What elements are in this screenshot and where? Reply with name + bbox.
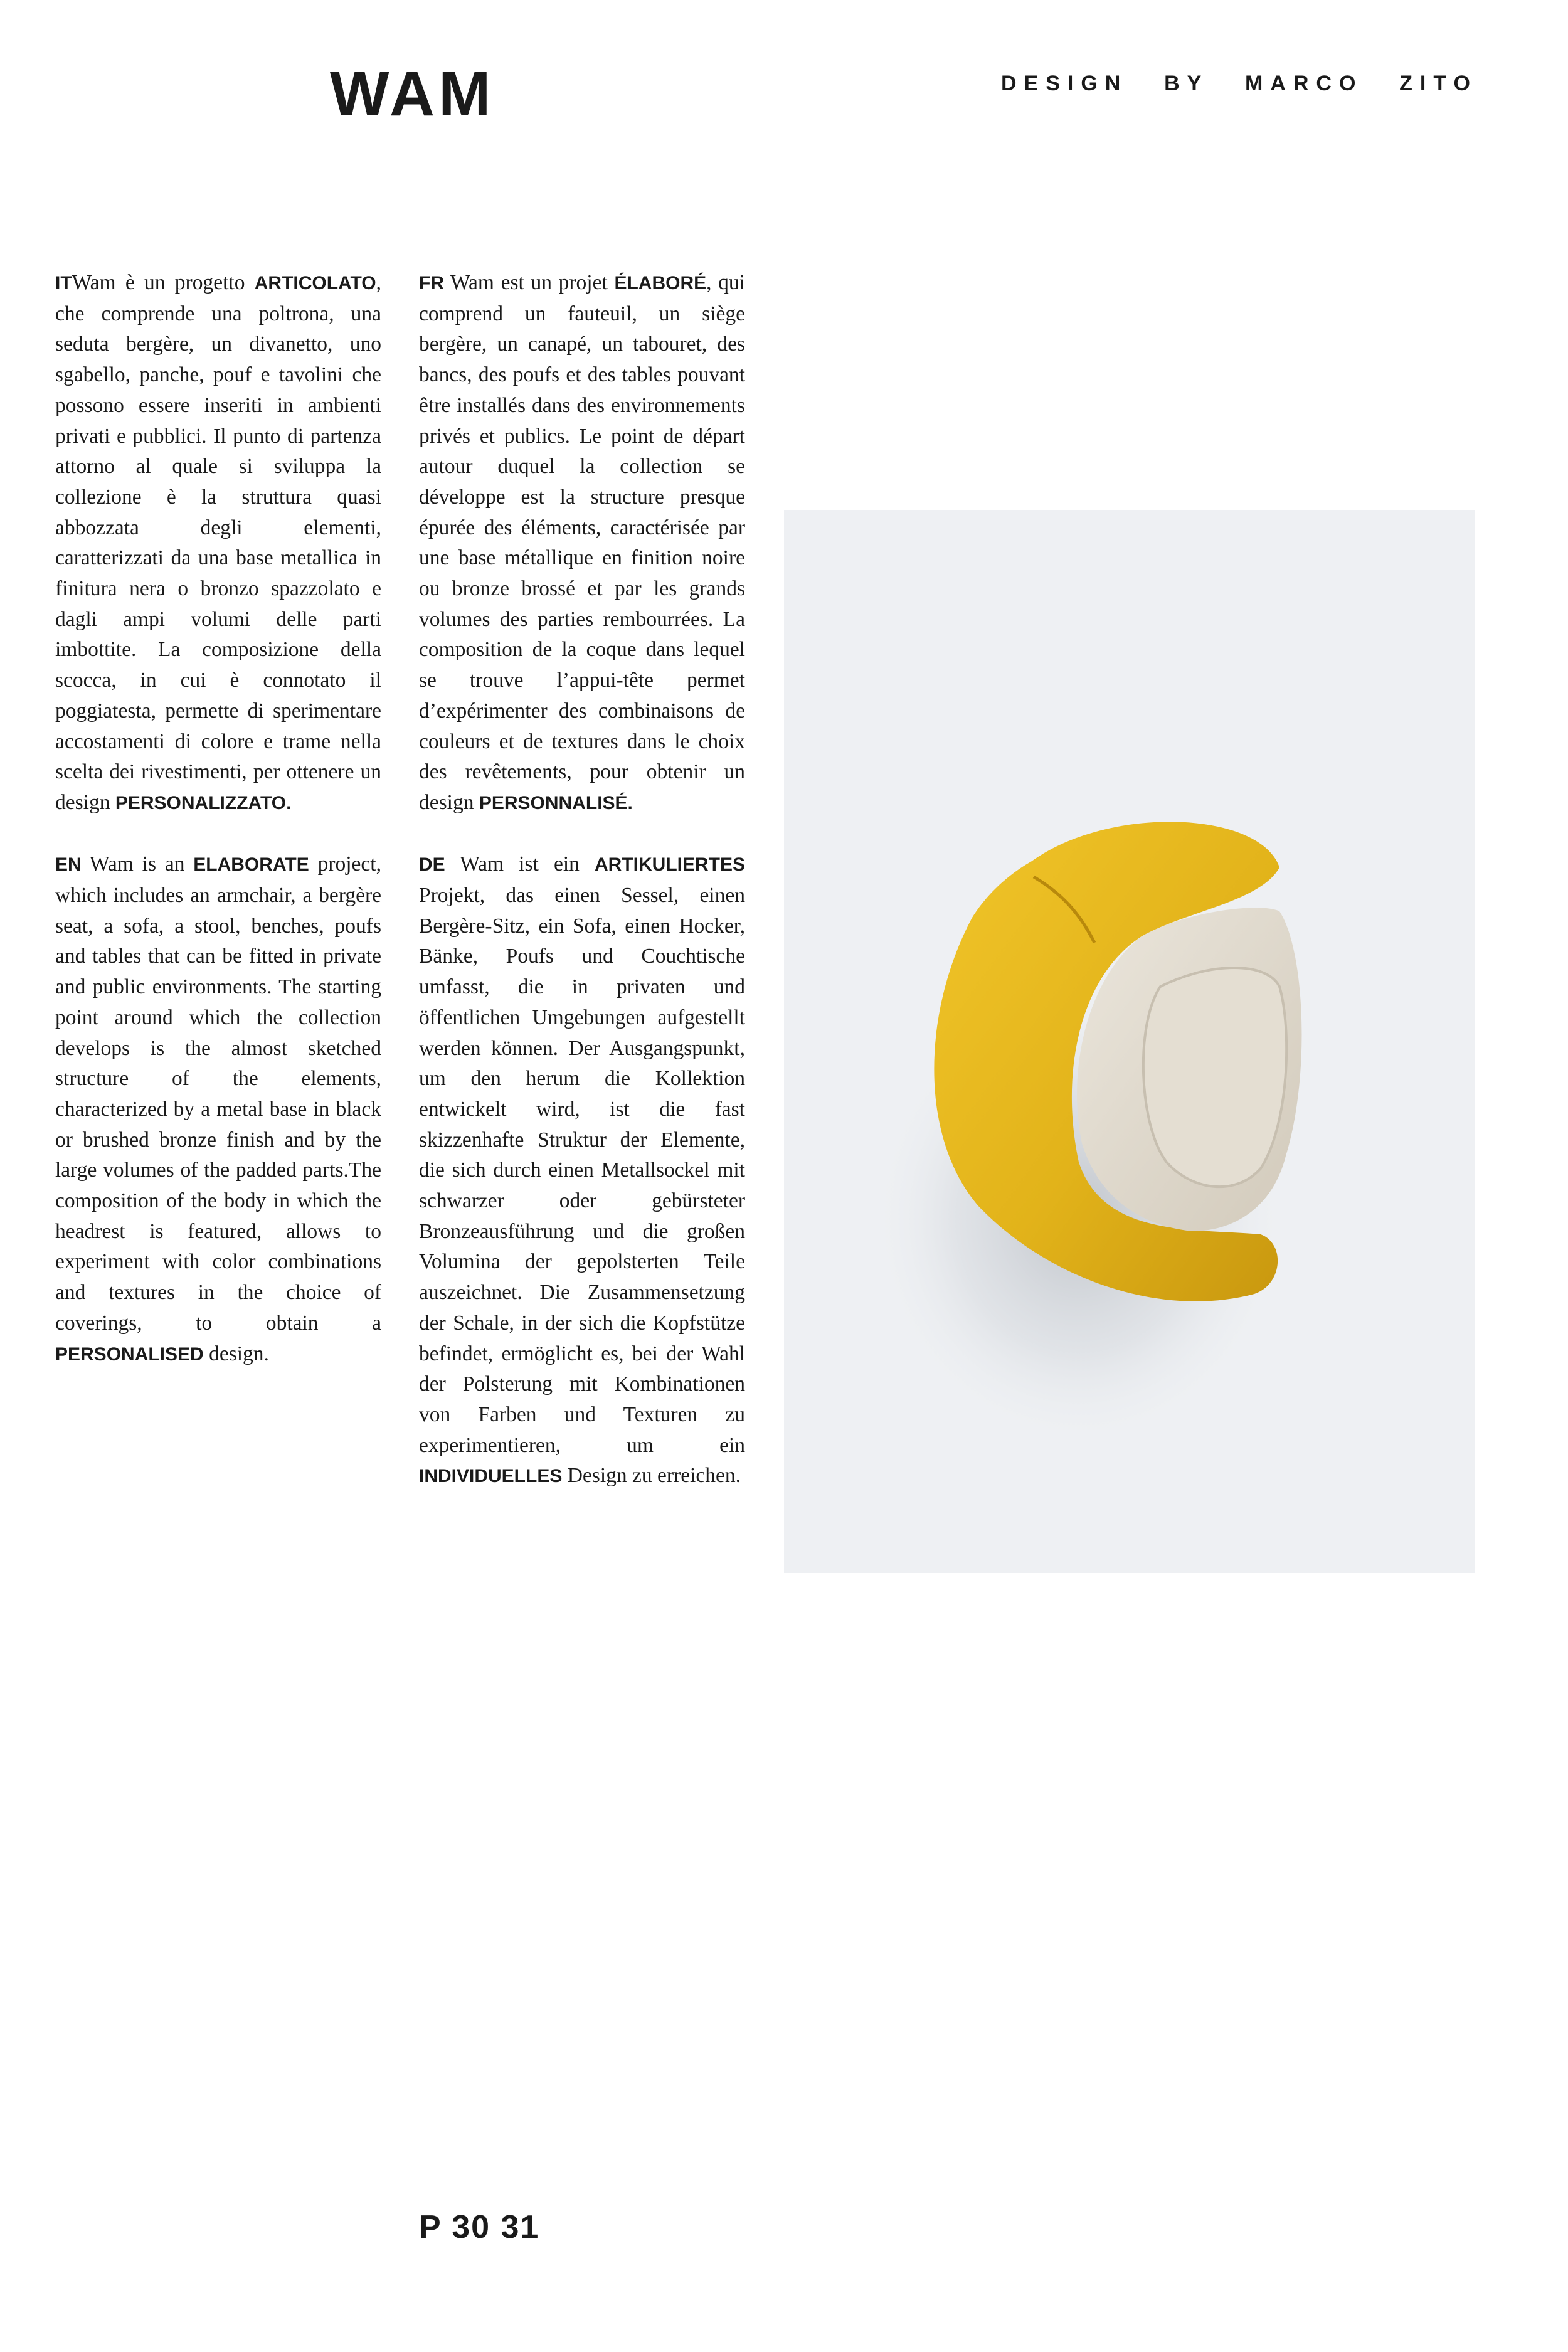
paragraph-fr xyxy=(419,268,745,819)
keyword-personnalise: PERSONNALISÉ. xyxy=(479,792,633,813)
text-column-left xyxy=(55,268,381,1401)
keyword-artikuliertes: ARTIKULIERTES xyxy=(595,854,745,876)
byline-word: MARCO xyxy=(1245,72,1364,95)
language-code-de: DE xyxy=(419,854,445,876)
paragraph-de-text: Wam ist ein xyxy=(445,852,595,876)
keyword-articolato: ARTICOLATO xyxy=(254,273,376,294)
paragraph-de xyxy=(419,849,745,1492)
paragraph-en-text: project, which includes an armchair, a bergère seat, a sofa, a stool, benches, poufs and tables that can be fitted in private and public environments. The starting point around which the collection develops is the almost sketched structure of the elements, characterized by a metal base in black or brushed bronze finish and by the large volumes of the padded parts.The composition of the body in which the headrest is featured, allows to experiment with color combinations and textures in the choice of coverings, to obtain a xyxy=(55,852,381,1335)
page-number: P 30 31 xyxy=(419,2209,540,2245)
paragraph-it-text: Wam è un progetto xyxy=(72,271,255,294)
keyword-personalizzato: PERSONALIZZATO. xyxy=(115,792,292,813)
paragraph-de-text: Design zu erreichen. xyxy=(562,1464,741,1488)
byline-word: BY xyxy=(1164,72,1209,95)
byline-word: ZITO xyxy=(1399,72,1478,95)
designer-credit xyxy=(1001,73,1478,94)
paragraph-de-text: Projekt, das einen Sessel, einen Bergère-Sitz, ein Sofa, einen Hocker, Bänke, Poufs und Couchtische umfasst, die in privaten und öffentlichen Umgebungen aufgestellt werden können. Der Ausgangspunkt, um den herum die Kollektion entwickelt wird, ist die fast skizzenhafte Struktur der Elemente, die sich durch einen Metallsockel mit schwarzer oder gebürsteter Bronzeausführung und die großen Volumina der gepolsterten Teile auszeichnet. Die Zusammensetzung der Schale, in der sich die Kopfstütze befindet, ermöglicht es, bei der Wahl der Polsterung mit Kombinationen von Farben und Texturen zu experimentieren, um ein xyxy=(419,884,745,1457)
page-title: WAM xyxy=(330,59,495,129)
language-code-fr: FR xyxy=(419,273,444,294)
byline-word: DESIGN xyxy=(1001,72,1128,95)
paragraph-en xyxy=(55,849,381,1370)
keyword-personalised: PERSONALISED xyxy=(55,1343,204,1365)
text-column-middle xyxy=(419,268,745,1523)
keyword-elabore: ÉLABORÉ xyxy=(614,273,707,294)
seat-inner-cushion xyxy=(1143,968,1286,1187)
paragraph-it-text: , che comprende una poltrona, una seduta bergère, un divanetto, uno sgabello, panche, pouf e tavolini che possono essere inseriti in ambienti privati e pubblici. Il punto di partenza attorno al quale si sviluppa la collezione è la struttura quasi abbozzata degli elementi, caratterizzati da una base metallica in finitura nera o bronzo spazzolato e dagli ampi volumi delle parti imbottite. La composizione della scocca, in cui è connotato il poggiatesta, permette di sperimentare accostamenti di colore e trame nella scelta dei rivestimenti, per ottenere un design xyxy=(55,271,381,814)
paragraph-fr-text: , qui comprend un fauteuil, un siège bergère, un canapé, un tabouret, des bancs, des poufs et des tables pouvant être installés dans des environnements privés et publics. Le point de départ autour duquel la collection se développe est la structure presque épurée des éléments, caractérisée par une base métallique en finition noire ou bronze brossé et par les grands volumes des parties rembourrées. La composition de la coque dans lequel se trouve l’appui-tête permet d’expérimenter des combinaisons de couleurs et de textures dans le choix des revêtements, pour obtenir un design xyxy=(419,271,745,814)
keyword-individuelles: INDIVIDUELLES xyxy=(419,1466,563,1487)
paragraph-fr-text: Wam est un projet xyxy=(444,271,615,294)
keyword-elaborate: ELABORATE xyxy=(193,854,309,876)
paragraph-en-text: Wam is an xyxy=(81,852,194,876)
paragraph-it xyxy=(55,268,381,819)
paragraph-en-text: design. xyxy=(203,1342,269,1365)
product-photo xyxy=(784,510,1475,1573)
language-code-it: IT xyxy=(55,273,72,294)
language-code-en: EN xyxy=(55,854,82,876)
armchair-illustration xyxy=(784,510,1475,1573)
